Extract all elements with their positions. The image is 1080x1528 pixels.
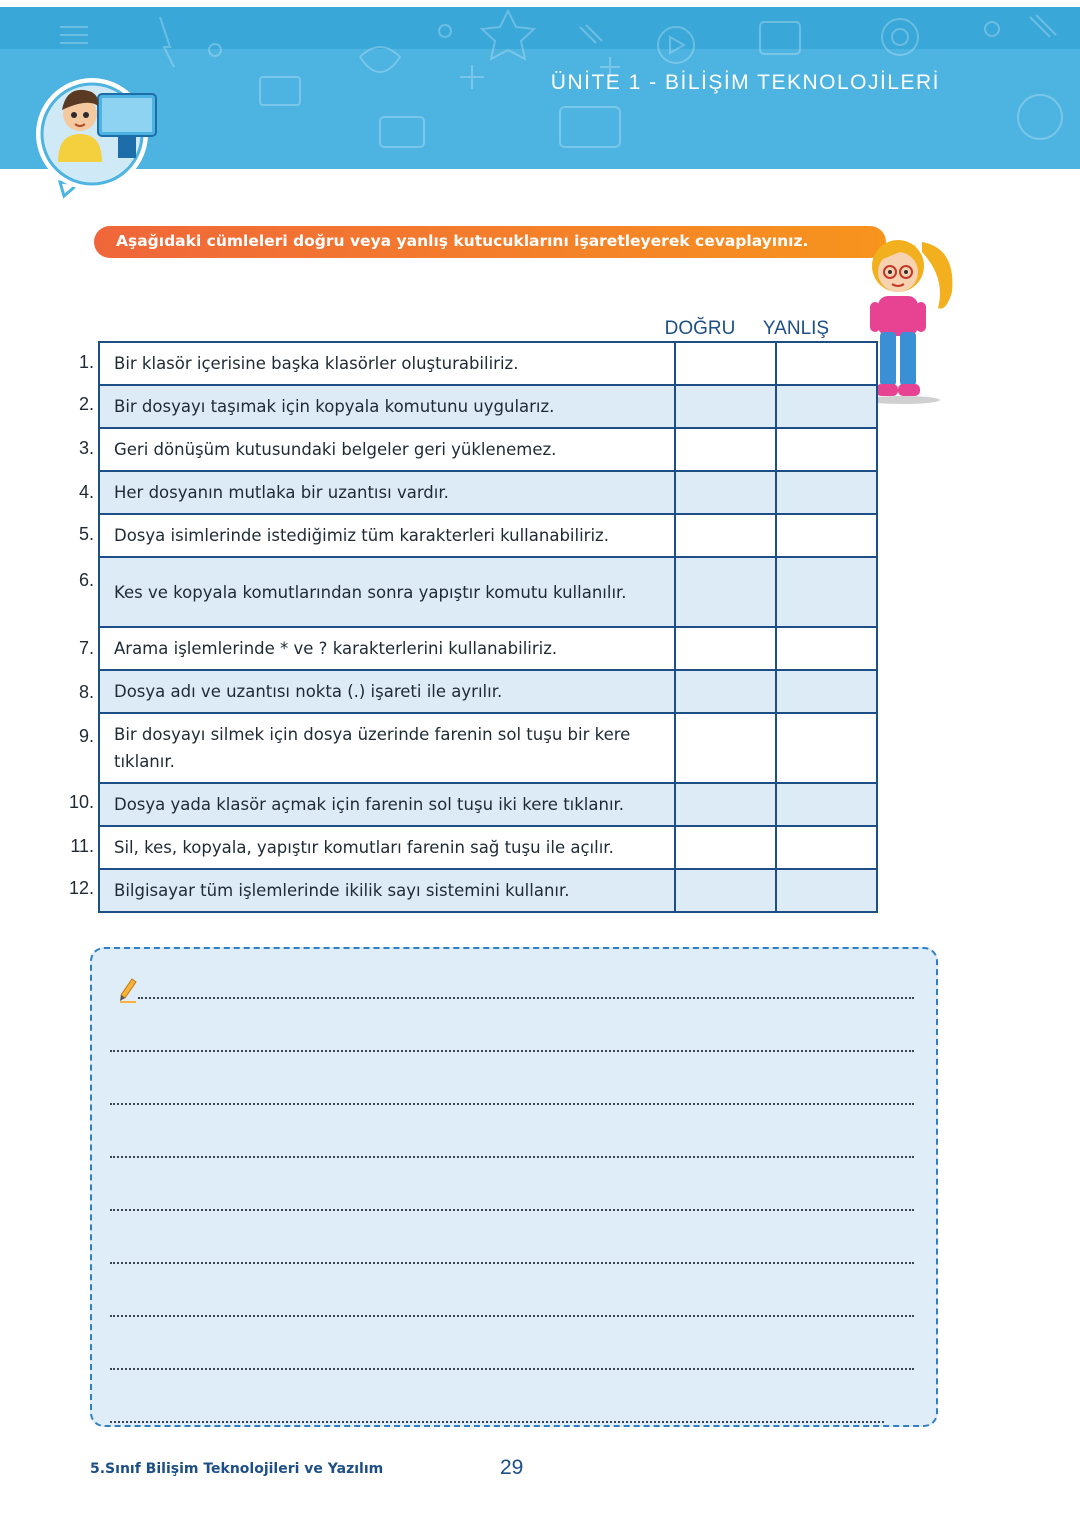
table-row <box>99 869 877 912</box>
table-row <box>99 428 877 471</box>
statement-text: Her dosyanın mutlaka bir uzantısı vardır. <box>99 471 675 514</box>
answer-box-false[interactable] <box>776 342 877 385</box>
row-number: 5. <box>78 524 94 544</box>
writing-line[interactable] <box>110 1368 914 1370</box>
table-row <box>99 385 877 428</box>
statement-text: Bir klasör içerisine başka klasörler oluşturabiliriz. <box>99 342 675 385</box>
row-number: 10. <box>68 792 94 812</box>
writing-line[interactable] <box>110 1421 884 1423</box>
table-row <box>99 670 877 713</box>
writing-line[interactable] <box>110 1156 914 1158</box>
answer-box-false[interactable] <box>776 627 877 670</box>
table-row <box>99 713 877 783</box>
top-strip <box>0 0 1080 7</box>
table-row <box>99 627 877 670</box>
answer-box-true[interactable] <box>675 428 776 471</box>
answer-box-true[interactable] <box>675 471 776 514</box>
answer-box-false[interactable] <box>776 557 877 627</box>
notes-area[interactable] <box>90 947 938 1427</box>
unit-title: ÜNİTE 1 - BİLİŞİM TEKNOLOJİLERİ <box>550 71 940 94</box>
answer-box-false[interactable] <box>776 471 877 514</box>
row-number: 8. <box>78 682 94 702</box>
row-number: 12. <box>68 878 94 898</box>
column-header-false: YANLIŞ <box>762 318 830 339</box>
row-number: 2. <box>78 394 94 414</box>
true-false-table <box>98 341 878 913</box>
answer-box-true[interactable] <box>675 783 776 826</box>
statement-text: Dosya yada klasör açmak için farenin sol tuşu iki kere tıklanır. <box>99 783 675 826</box>
statement-text: Geri dönüşüm kutusundaki belgeler geri yüklenemez. <box>99 428 675 471</box>
statement-text: Bilgisayar tüm işlemlerinde ikilik sayı sistemini kullanır. <box>99 869 675 912</box>
answer-box-false[interactable] <box>776 428 877 471</box>
table-row <box>99 557 877 627</box>
answer-box-true[interactable] <box>675 557 776 627</box>
table-row <box>99 471 877 514</box>
column-header-true: DOĞRU <box>664 318 736 339</box>
boy-computer-badge-icon <box>30 72 170 202</box>
table-row <box>99 826 877 869</box>
answer-box-true[interactable] <box>675 826 776 869</box>
writing-line[interactable] <box>110 1050 914 1052</box>
answer-box-true[interactable] <box>675 385 776 428</box>
answer-box-true[interactable] <box>675 713 776 783</box>
table-row <box>99 783 877 826</box>
writing-line[interactable] <box>110 1103 914 1105</box>
answer-box-false[interactable] <box>776 713 877 783</box>
answer-box-true[interactable] <box>675 869 776 912</box>
writing-line[interactable] <box>138 997 914 999</box>
pencil-icon <box>118 977 138 1003</box>
row-number: 3. <box>78 438 94 458</box>
row-number: 9. <box>78 726 94 746</box>
answer-box-true[interactable] <box>675 514 776 557</box>
row-number: 11. <box>70 836 94 856</box>
answer-box-false[interactable] <box>776 826 877 869</box>
answer-box-true[interactable] <box>675 627 776 670</box>
statement-text: Sil, kes, kopyala, yapıştır komutları farenin sağ tuşu ile açılır. <box>99 826 675 869</box>
answer-box-false[interactable] <box>776 385 877 428</box>
table-row <box>99 514 877 557</box>
statement-text: Bir dosyayı silmek için dosya üzerinde farenin sol tuşu bir kere tıklanır. <box>99 713 675 783</box>
statement-text: Bir dosyayı taşımak için kopyala komutunu uygularız. <box>99 385 675 428</box>
row-number: 6. <box>78 570 94 590</box>
row-number: 4. <box>78 482 94 502</box>
answer-box-false[interactable] <box>776 783 877 826</box>
answer-box-true[interactable] <box>675 342 776 385</box>
answer-box-false[interactable] <box>776 514 877 557</box>
writing-line[interactable] <box>110 1209 914 1211</box>
writing-line[interactable] <box>110 1315 914 1317</box>
answer-box-true[interactable] <box>675 670 776 713</box>
row-number: 7. <box>78 638 94 658</box>
answer-box-false[interactable] <box>776 670 877 713</box>
statement-text: Arama işlemlerinde * ve ? karakterlerini kullanabiliriz. <box>99 627 675 670</box>
writing-line[interactable] <box>110 1262 914 1264</box>
answer-box-false[interactable] <box>776 869 877 912</box>
instruction-banner: Aşağıdaki cümleleri doğru veya yanlış kutucuklarını işaretleyerek cevaplayınız. <box>94 226 886 258</box>
statement-text: Kes ve kopyala komutlarından sonra yapıştır komutu kullanılır. <box>99 557 675 627</box>
statement-text: Dosya adı ve uzantısı nokta (.) işareti ile ayrılır. <box>99 670 675 713</box>
statement-text: Dosya isimlerinde istediğimiz tüm karakterleri kullanabiliriz. <box>99 514 675 557</box>
row-number: 1. <box>78 352 94 372</box>
table-row <box>99 342 877 385</box>
book-title: 5.Sınıf Bilişim Teknolojileri ve Yazılım <box>90 1461 384 1477</box>
page-number: 29 <box>500 1456 524 1479</box>
